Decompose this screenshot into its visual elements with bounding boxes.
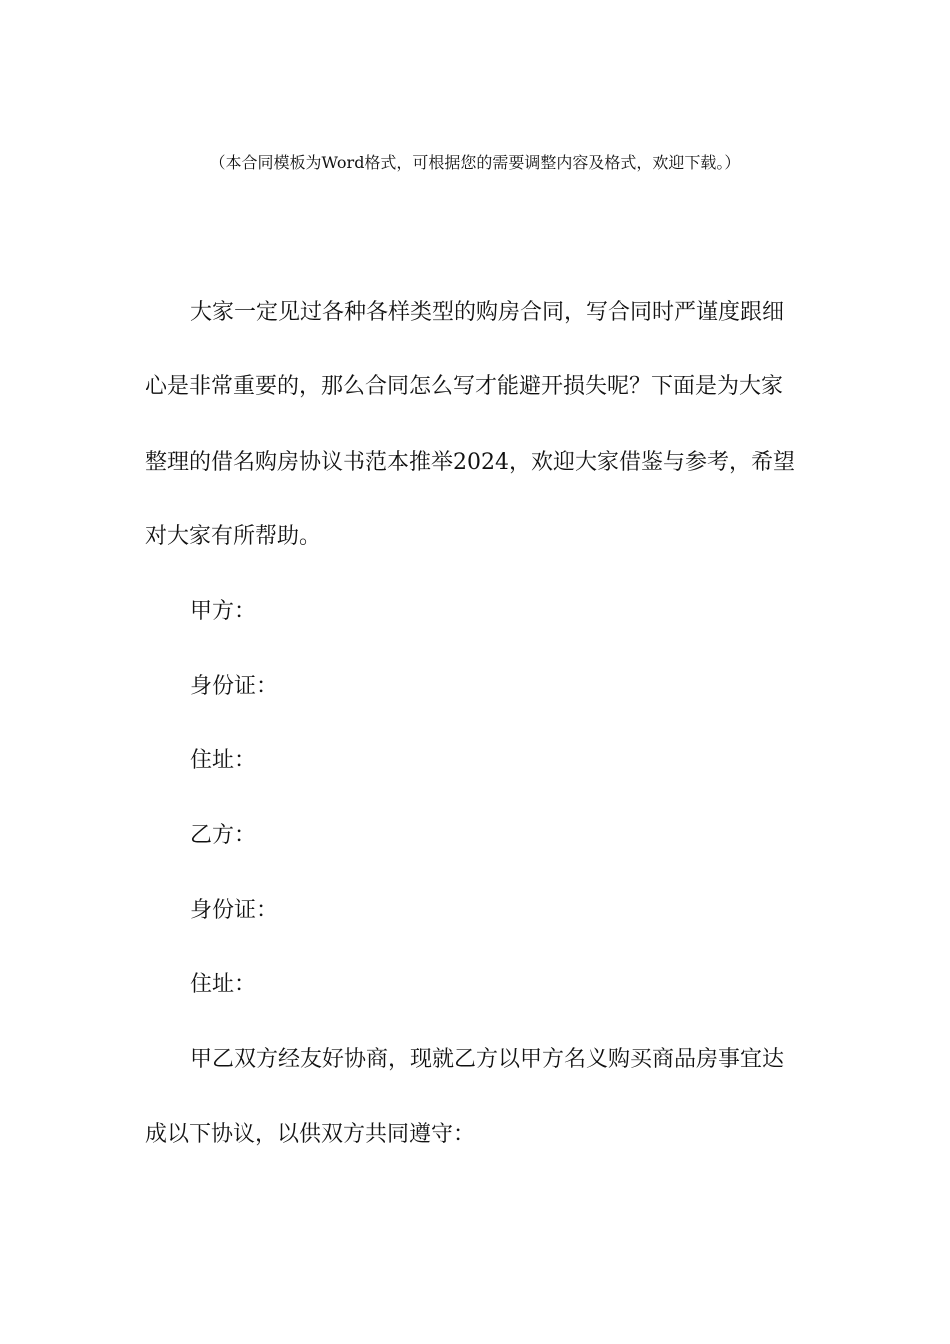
- party-a-address-label: 住址：: [190, 748, 257, 773]
- party-b-address-label: 住址：: [190, 972, 257, 997]
- party-a-id-label: 身份证：: [190, 674, 279, 699]
- agreement-line-1: 甲乙双方经友好协商，现就乙方以甲方名义购买商品房事宜达: [190, 1047, 785, 1072]
- intro-line-4: 对大家有所帮助。: [145, 524, 322, 549]
- template-note: （本合同模板为Word格式，可根据您的需要调整内容及格式，欢迎下载。）: [209, 153, 741, 172]
- party-b-label: 乙方：: [190, 823, 257, 848]
- party-a-label: 甲方：: [190, 599, 257, 624]
- agreement-line-2: 成以下协议，以供双方共同遵守：: [145, 1122, 476, 1147]
- intro-line-1: 大家一定见过各种各样类型的购房合同，写合同时严谨度跟细: [190, 300, 785, 325]
- party-b-id-label: 身份证：: [190, 898, 279, 923]
- intro-line-3: 整理的借名购房协议书范本推举2024，欢迎大家借鉴与参考，希望: [145, 450, 795, 475]
- intro-line-2: 心是非常重要的，那么合同怎么写才能避开损失呢？下面是为大家: [145, 374, 784, 399]
